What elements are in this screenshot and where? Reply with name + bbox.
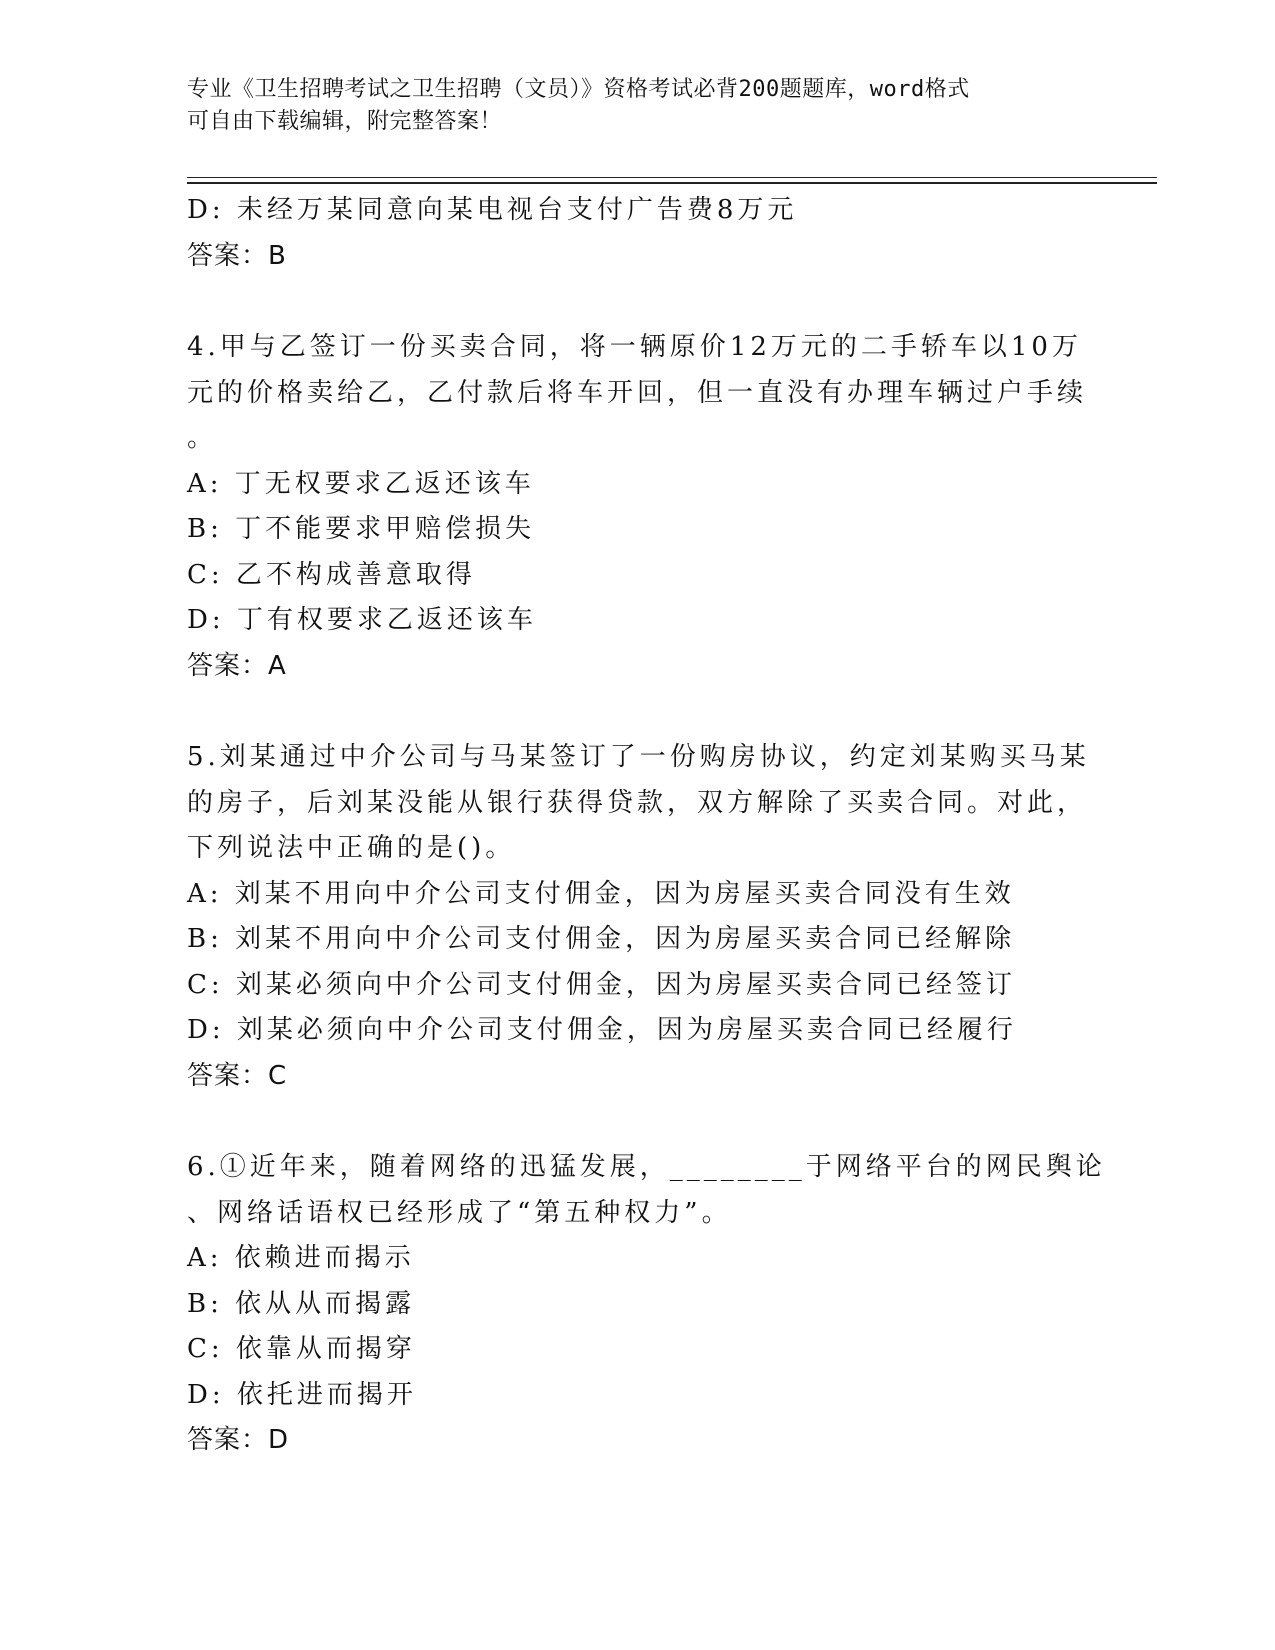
option-d: D: 未经万某同意向某电视台支付广告费8万元 [187, 195, 798, 225]
header-line-1: 专业《卫生招聘考试之卫生招聘（文员）》资格考试必背200题题库，word格式 [187, 77, 970, 102]
option-d: D: 刘某必须向中介公司支付佣金，因为房屋买卖合同已经履行 [187, 1015, 1017, 1045]
question-stem-line: 元的价格卖给乙，乙付款后将车开回，但一直没有办理车辆过户手续 [187, 377, 1088, 408]
question-stem-line: 4.甲与乙签订一份买卖合同，将一辆原价12万元的二手轿车以10万 [187, 332, 1082, 362]
header-line-2: 可自由下载编辑，附完整答案！ [187, 109, 503, 134]
option-c: C: 依靠从而揭穿 [187, 1334, 416, 1364]
question-stem-line: 5.刘某通过中介公司与马某签订了一份购房协议，约定刘某购买马某 [187, 742, 1090, 772]
option-b: B: 刘某不用向中介公司支付佣金，因为房屋买卖合同已经解除 [187, 924, 1016, 954]
option-a: A: 丁无权要求乙返还该车 [187, 468, 535, 499]
question-stem-line: 。 [187, 423, 218, 453]
option-d: D: 依托进而揭开 [187, 1379, 417, 1410]
question-stem-line: 、网络话语权已经形成了“第五种权力”。 [187, 1197, 732, 1228]
option-a: A: 依赖进而揭示 [187, 1243, 415, 1273]
option-b: B: 丁不能要求甲赔偿损失 [187, 514, 536, 544]
document-header [187, 74, 1057, 138]
option-c: C: 刘某必须向中介公司支付佣金，因为房屋买卖合同已经签订 [187, 969, 1016, 1000]
question-stem-line: 6.①近年来，随着网络的迅猛发展，________于网络平台的网民舆论 [187, 1152, 1106, 1182]
option-c: C: 乙不构成善意取得 [187, 559, 476, 590]
header-divider-thin [187, 177, 1157, 178]
question-stem-line: 下列说法中正确的是()。 [187, 833, 516, 863]
option-a: A: 刘某不用向中介公司支付佣金，因为房屋买卖合同没有生效 [187, 878, 1015, 909]
answer: 答案：D [187, 1425, 290, 1455]
question-list [187, 188, 1106, 1464]
answer: 答案：B [187, 240, 287, 271]
question-3-tail [187, 188, 1057, 279]
question-5 [187, 735, 1090, 1099]
question-4 [187, 325, 1088, 689]
question-stem-line: 的房子，后刘某没能从银行获得贷款，双方解除了买卖合同。对此， [187, 787, 1088, 818]
option-b: B: 依从从而揭露 [187, 1288, 416, 1319]
answer: 答案：C [187, 1060, 288, 1091]
option-d: D: 丁有权要求乙返还该车 [187, 605, 537, 635]
question-6 [187, 1145, 1106, 1464]
header-divider-thick [187, 182, 1157, 184]
answer: 答案：A [187, 650, 287, 681]
